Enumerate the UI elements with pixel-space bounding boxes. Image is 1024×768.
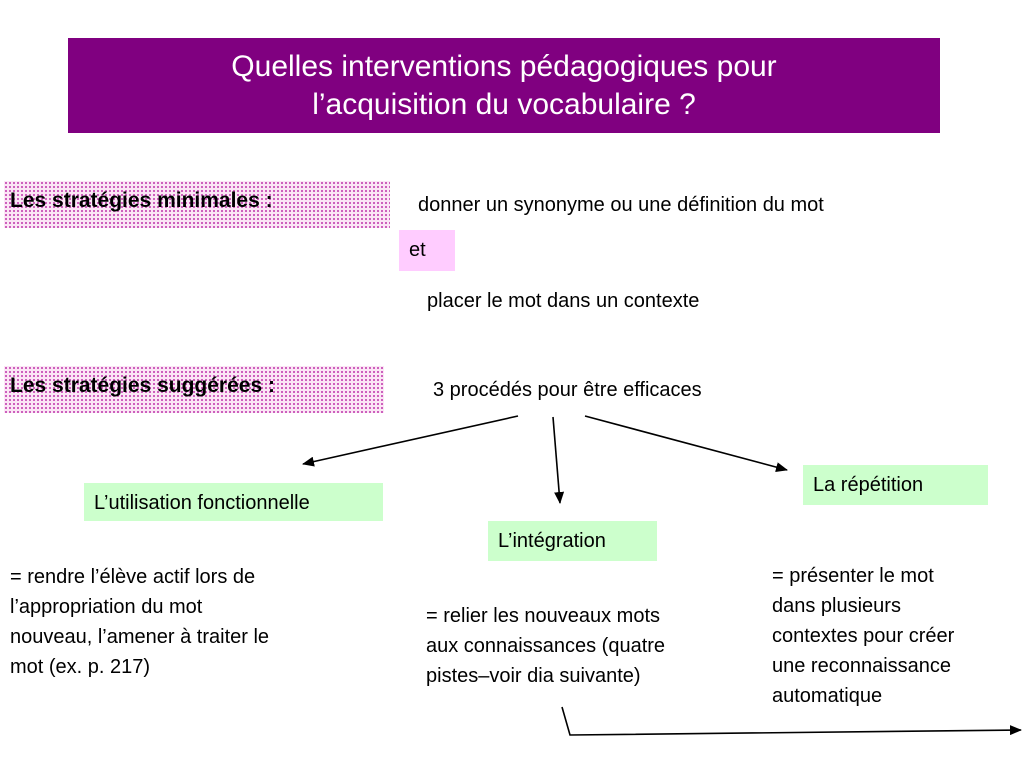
procedure-utilisation-description — [10, 562, 370, 682]
procedure-repetition-description — [772, 561, 1022, 711]
suggested-strategies-label: Les stratégies suggérées : — [4, 366, 384, 413]
description-line: = rendre l’élève actif lors de — [10, 566, 256, 588]
procedure-integration-box: L’intégration — [488, 521, 657, 561]
title-line-2: l’acquisition du vocabulaire ? — [312, 87, 696, 121]
description-line: l’appropriation du mot — [10, 596, 203, 618]
description-line: nouveau, l’amener à traiter le — [10, 626, 270, 648]
arrow-to-utilisation — [303, 416, 518, 464]
description-line: dans plusieurs — [772, 595, 901, 617]
procedure-integration-description — [426, 601, 746, 691]
description-line: pistes–voir dia suivante) — [426, 665, 641, 687]
minimal-text-context: placer le mot dans un contexte — [427, 290, 700, 312]
arrow-to-repetition — [585, 416, 787, 470]
description-line: = présenter le mot — [772, 565, 934, 587]
description-line: automatique — [772, 685, 883, 707]
description-line: mot (ex. p. 217) — [10, 656, 151, 678]
connector-et: et — [399, 230, 455, 271]
description-line: une reconnaissance — [772, 655, 952, 677]
minimal-strategies-label: Les stratégies minimales : — [4, 181, 390, 228]
suggested-heading: 3 procédés pour être efficaces — [433, 379, 702, 401]
procedure-repetition-box: La répétition — [803, 465, 988, 505]
arrow-to-next-slide — [562, 707, 1021, 735]
title-line-1: Quelles interventions pédagogiques pour — [231, 49, 777, 83]
description-line: = relier les nouveaux mots — [426, 605, 661, 627]
description-line: aux connaissances (quatre — [426, 635, 666, 657]
arrow-to-integration — [553, 417, 560, 503]
procedure-utilisation-box: L’utilisation fonctionnelle — [84, 483, 383, 521]
description-line: contextes pour créer — [772, 625, 955, 647]
minimal-text-synonym: donner un synonyme ou une définition du mot — [418, 194, 824, 216]
